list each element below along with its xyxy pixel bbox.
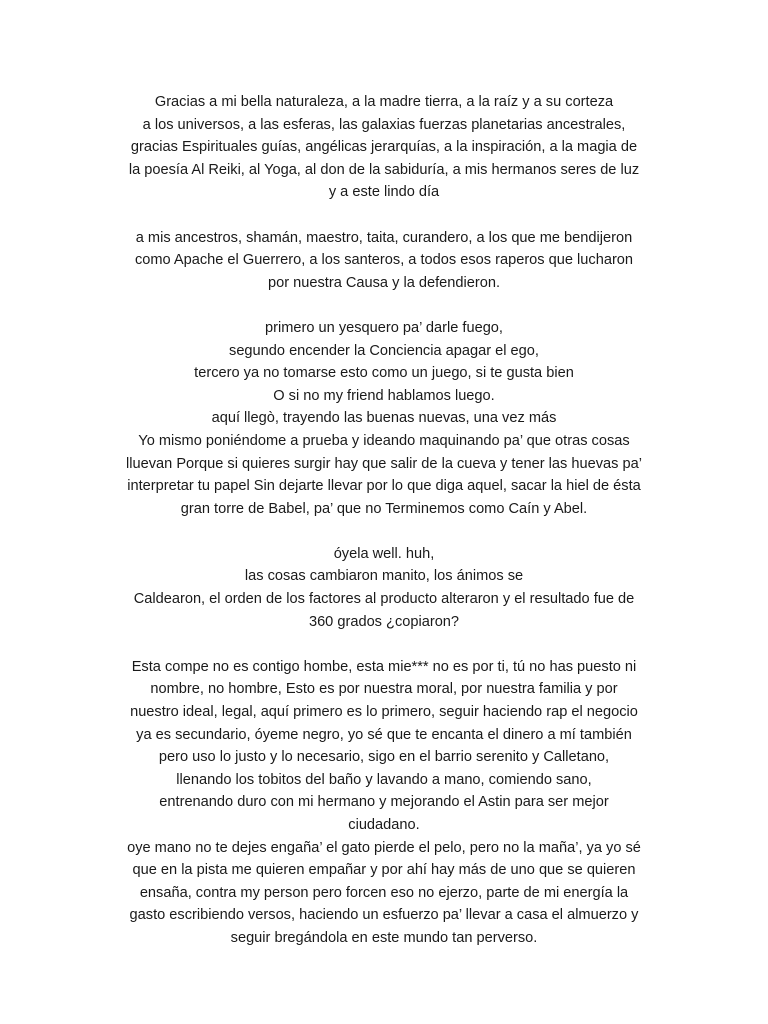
- poem-line: interpretar tu papel Sin dejarte llevar por lo que diga aquel, sacar la hiel de ésta: [127, 478, 641, 495]
- stanza-gratitude: [100, 91, 668, 204]
- poem-line: gran torre de Babel, pa’ que no Terminemos como Caín y Abel.: [180, 500, 588, 517]
- poem-line: las cosas cambiaron manito, los ánimos se: [244, 568, 524, 585]
- poem-line: Esta compe no es contigo hombe, esta mie*** no es por ti, tú no has puesto ni: [131, 658, 637, 675]
- stanza-spacer: [100, 633, 668, 656]
- poem-line: seguir bregándola en este mundo tan perverso.: [230, 929, 538, 946]
- poem-line: que en la pista me quieren empañar y por ahí hay más de uno que se quieren: [132, 862, 636, 879]
- poem-line: Yo mismo poniéndome a prueba y ideando maquinando pa’ que otras cosas: [138, 432, 630, 449]
- poem-line: aquí llegò, trayendo las buenas nuevas, una vez más: [211, 410, 557, 427]
- stanza-fire: [100, 317, 668, 520]
- poem-line: como Apache el Guerrero, a los santeros, a todos esos raperos que lucharon: [134, 252, 634, 269]
- poem-line: a mis ancestros, shamán, maestro, taita, curandero, a los que me bendijeron: [135, 229, 633, 246]
- stanza-spacer: [100, 520, 668, 543]
- poem-line: ya es secundario, óyeme negro, yo sé que te encanta el dinero a mí también: [136, 726, 632, 743]
- poem-line: gracias Espirituales guías, angélicas jerarquías, a la inspiración, a la magia de: [130, 139, 638, 156]
- poem-line: oye mano no te dejes engaña’ el gato pierde el pelo, pero no la maña’, ya yo sé: [127, 839, 641, 856]
- poem-text: [100, 91, 668, 950]
- poem-line: óyela well. huh,: [333, 545, 435, 562]
- stanza-moral: [100, 656, 668, 950]
- poem-line: Gracias a mi bella naturaleza, a la madre tierra, a la raíz y a su corteza: [154, 94, 614, 110]
- stanza-change: [100, 543, 668, 633]
- poem-line: pero uso lo justo y lo necesario, sigo en el barrio serenito y Calletano,: [158, 749, 610, 766]
- poem-line: gasto escribiendo versos, haciendo un esfuerzo pa’ llevar a casa el almuerzo y: [129, 907, 639, 924]
- poem-line: nuestro ideal, legal, aquí primero es lo primero, seguir haciendo rap el negocio: [130, 704, 638, 721]
- poem-line: ensaña, contra my person pero forcen eso no ejerzo, parte de mi energía la: [139, 884, 629, 901]
- poem-line: entrenando duro con mi hermano y mejorando el Astin para ser mejor: [159, 794, 609, 811]
- poem-line: Caldearon, el orden de los factores al producto alteraron y el resultado fue de: [133, 591, 635, 608]
- poem-line: y a este lindo día: [328, 184, 440, 201]
- poem-line: segundo encender la Conciencia apagar el ego,: [229, 342, 539, 359]
- poem-line: llenando los tobitos del baño y lavando a mano, comiendo sano,: [176, 771, 592, 788]
- poem-line: ciudadano.: [348, 817, 420, 833]
- poem-line: lluevan Porque si quieres surgir hay que salir de la cueva y tener las huevas pa’: [126, 455, 642, 472]
- stanza-spacer: [100, 204, 668, 227]
- stanza-ancestors: [100, 227, 668, 295]
- poem-line: O si no my friend hablamos luego.: [273, 387, 495, 404]
- poem-line: por nuestra Causa y la defendieron.: [267, 274, 501, 291]
- poem-line: 360 grados ¿copiaron?: [308, 613, 460, 630]
- poem-line: primero un yesquero pa’ darle fuego,: [265, 319, 503, 336]
- poem-line: la poesía Al Reiki, al Yoga, al don de la sabiduría, a mis hermanos seres de luz: [128, 161, 640, 178]
- poem-line: tercero ya no tomarse esto como un juego, si te gusta bien: [194, 365, 574, 382]
- poem-line: nombre, no hombre, Esto es por nuestra moral, por nuestra familia y por: [150, 681, 618, 698]
- poem-line: a los universos, a las esferas, las galaxias fuerzas planetarias ancestrales,: [142, 116, 626, 133]
- stanza-spacer: [100, 294, 668, 317]
